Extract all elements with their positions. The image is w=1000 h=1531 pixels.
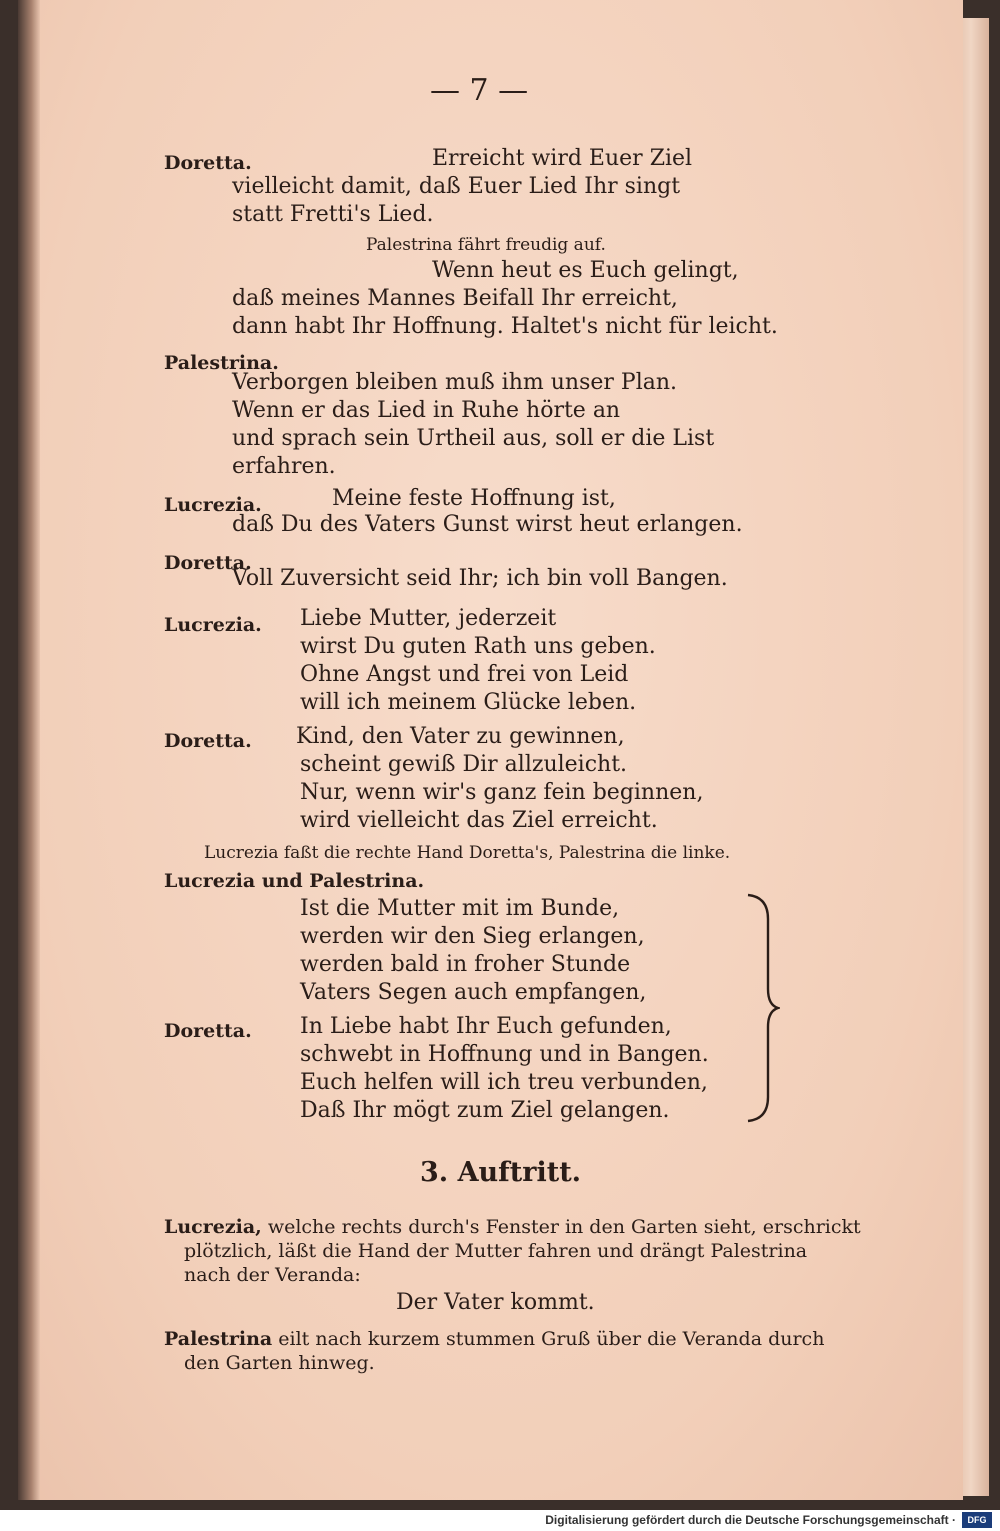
verse-line: erfahren. <box>232 454 336 479</box>
verse-line: Erreicht wird Euer Ziel <box>432 146 693 171</box>
verse-line: Euch helfen will ich treu verbunden, <box>300 1070 708 1095</box>
verse-line: wird vielleicht das Ziel erreicht. <box>300 808 658 833</box>
verse-line: scheint gewiß Dir allzuleicht. <box>300 752 628 777</box>
right-brace-icon <box>740 893 780 1123</box>
verse-line: In Liebe habt Ihr Euch gefunden, <box>300 1014 672 1039</box>
verse-line: Ohne Angst und frei von Leid <box>300 662 629 687</box>
verse-line: daß meines Mannes Beifall Ihr erreicht, <box>232 286 678 311</box>
stage-direction-line <box>164 1214 861 1240</box>
stage-direction-text: nach der Veranda: <box>184 1264 361 1286</box>
verse-line: Daß Ihr mögt zum Ziel gelangen. <box>300 1098 670 1123</box>
footer-credit: Digitalisierung gefördert durch die Deutsche Forschungsgemeinschaft · <box>545 1513 956 1527</box>
verse-line: Ist die Mutter mit im Bunde, <box>300 896 620 921</box>
speaker-label: Lucrezia, <box>164 1216 262 1238</box>
speaker-label: Doretta. <box>164 152 252 174</box>
verse-line: Kind, den Vater zu gewinnen, <box>296 724 625 749</box>
verse-line: werden bald in froher Stunde <box>300 952 631 977</box>
book-gutter <box>18 0 40 1500</box>
speaker-label: Lucrezia. <box>164 494 262 516</box>
speaker-label: Palestrina. <box>164 352 279 374</box>
speaker-label: Doretta. <box>164 1020 252 1042</box>
speaker-label: Doretta. <box>164 552 252 574</box>
verse-line: Vaters Segen auch empfangen, <box>300 980 647 1005</box>
speaker-label: Palestrina <box>164 1328 273 1350</box>
verse-line: Wenn heut es Euch gelingt, <box>432 258 739 283</box>
stage-direction-text: den Garten hinweg. <box>184 1352 375 1374</box>
verse-line: Meine feste Hoffnung ist, <box>332 486 616 511</box>
stage-direction: Palestrina fährt freudig auf. <box>366 235 606 255</box>
page-number: — 7 — <box>430 73 529 108</box>
speaker-label: Lucrezia. <box>164 614 262 636</box>
verse-line: dann habt Ihr Hoffnung. Haltet's nicht für leicht. <box>232 314 778 339</box>
verse-line: daß Du des Vaters Gunst wirst heut erlangen. <box>232 512 743 537</box>
speaker-label: Lucrezia und Palestrina. <box>164 870 425 892</box>
stage-direction-text: welche rechts durch's Fenster in den Garten sieht, erschrickt <box>267 1216 861 1238</box>
stage-direction-line <box>164 1326 824 1352</box>
book-page <box>18 0 963 1500</box>
verse-line: Verborgen bleiben muß ihm unser Plan. <box>232 370 678 395</box>
verse-line: will ich meinem Glücke leben. <box>300 690 637 715</box>
speaker-label: Doretta. <box>164 730 252 752</box>
scene-heading: 3. Auftritt. <box>420 1157 582 1188</box>
verse-line: schwebt in Hoffnung und in Bangen. <box>300 1042 709 1067</box>
verse-line: Wenn er das Lied in Ruhe hörte an <box>232 398 621 423</box>
verse-line: Nur, wenn wir's ganz fein beginnen, <box>300 780 704 805</box>
stage-direction-text: eilt nach kurzem stummen Gruß über die Veranda durch <box>278 1328 825 1350</box>
verse-line: Liebe Mutter, jederzeit <box>300 606 557 631</box>
dfg-logo: DFG <box>962 1512 992 1528</box>
verse-line: statt Fretti's Lied. <box>232 202 434 227</box>
verse-line: werden wir den Sieg erlangen, <box>300 924 645 949</box>
verse-line: wirst Du guten Rath uns geben. <box>300 634 656 659</box>
verse-line: Voll Zuversicht seid Ihr; ich bin voll Bangen. <box>232 566 728 591</box>
stage-direction: Lucrezia faßt die rechte Hand Doretta's, Palestrina die linke. <box>204 843 731 863</box>
stage-direction-text: plötzlich, läßt die Hand der Mutter fahren und drängt Palestrina <box>184 1240 808 1262</box>
verse-line: und sprach sein Urtheil aus, soll er die List <box>232 426 715 451</box>
verse-line: vielleicht damit, daß Euer Lied Ihr singt <box>232 174 681 199</box>
verse-line: Der Vater kommt. <box>396 1290 595 1315</box>
